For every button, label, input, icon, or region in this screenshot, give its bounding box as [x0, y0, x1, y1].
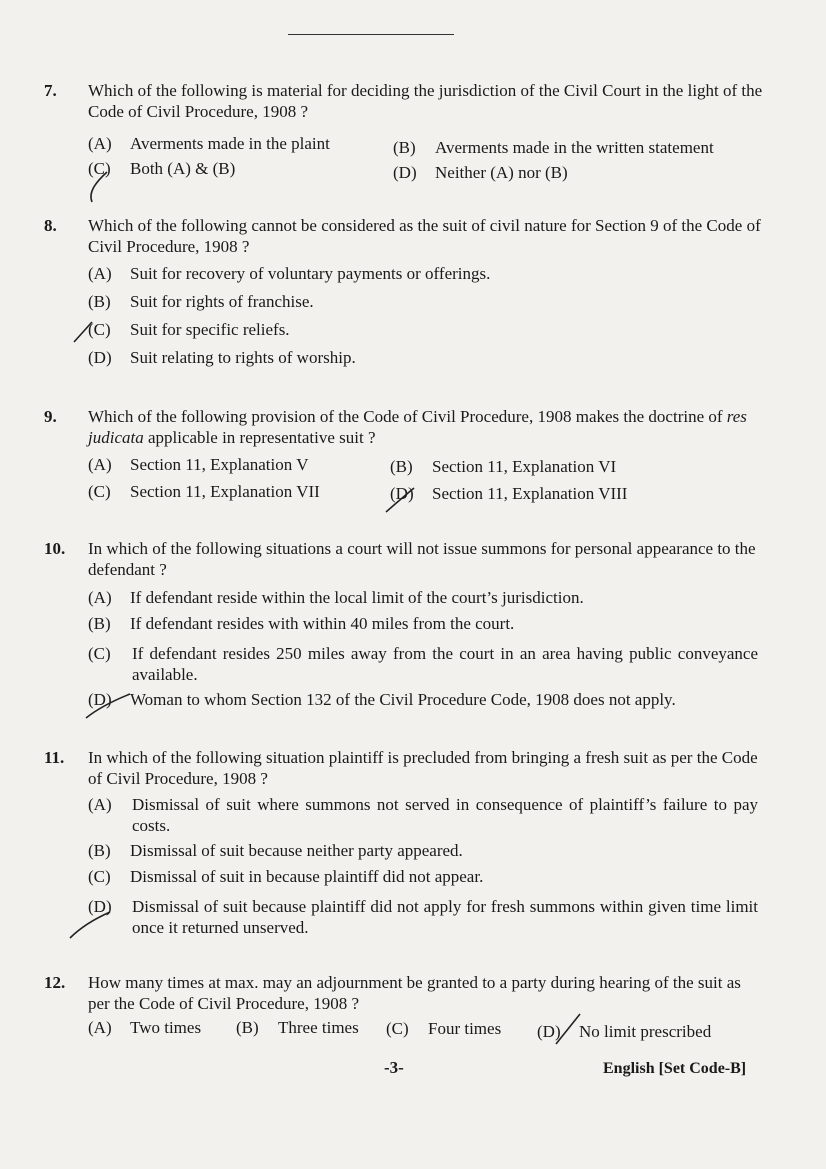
option-a: (A) Section 11, Explanation V: [88, 455, 309, 474]
res-judicata-italic: res judicata: [88, 407, 747, 447]
option-c: (C) Dismissal of suit in because plaintiff did not appear.: [88, 867, 484, 886]
option-d: (D) Suit relating to rights of worship.: [88, 348, 356, 367]
question-number: 7.: [44, 81, 57, 100]
option-a: (A) Dismissal of suit where summons not served in consequence of plaintiff’s failure to pay costs.: [88, 795, 758, 835]
option-d: (D) Neither (A) nor (B): [393, 163, 568, 182]
option-b: (B) Suit for rights of franchise.: [88, 292, 314, 311]
option-b: (B) If defendant resides with within 40 miles from the court.: [88, 614, 515, 633]
question-number: 8.: [44, 216, 57, 235]
question-number: 12.: [44, 973, 66, 992]
question-text: Which of the following is material for deciding the jurisdiction of the Civil Court in the light of the Code of Civil Procedure, 1908 ?: [88, 81, 763, 121]
option-c: (C) If defendant resides 250 miles away from the court in an area having public conveyance available.: [88, 644, 758, 684]
option-a: (A) Averments made in the plaint: [88, 134, 330, 153]
question-number: 11.: [44, 748, 65, 767]
option-d: (D) No limit prescribed: [537, 1022, 712, 1041]
question-text: How many times at max. may an adjournment be granted to a party during hearing of the suit as per the Code of Civil Procedure, 1908 ?: [88, 973, 741, 1013]
option-d: (D) Woman to whom Section 132 of the Civil Procedure Code, 1908 does not apply.: [88, 690, 676, 709]
question-number: 9.: [44, 407, 57, 426]
question-text: In which of the following situation plaintiff is precluded from bringing a fresh suit as per the Code of Civil Procedure, 1908 ?: [88, 748, 758, 788]
option-d: (D) Section 11, Explanation VIII: [390, 484, 628, 503]
option-a: (A) Suit for recovery of voluntary payments or offerings.: [88, 264, 491, 283]
option-c: (C) Four times: [386, 1019, 502, 1038]
set-code: English [Set Code-B]: [603, 1060, 747, 1077]
option-b: (B) Three times: [236, 1018, 359, 1037]
option-b: (B) Averments made in the written statement: [393, 138, 714, 157]
option-b: (B) Dismissal of suit because neither party appeared.: [88, 841, 463, 860]
top-rule: [288, 34, 454, 35]
option-c: (C) Both (A) & (B): [88, 159, 236, 178]
option-d: (D) Dismissal of suit because plaintiff did not apply for fresh summons within given time limit once it returned unserved.: [88, 897, 758, 937]
option-c: (C) Suit for specific reliefs.: [88, 320, 290, 339]
page-number: -3-: [384, 1058, 404, 1077]
option-c: (C) Section 11, Explanation VII: [88, 482, 320, 501]
question-text: Which of the following provision of the Code of Civil Procedure, 1908 makes the doctrine of res judicata applicable in representative suit ?: [88, 407, 747, 447]
question-text: Which of the following cannot be considered as the suit of civil nature for Section 9 of the Code of Civil Procedure, 1908 ?: [88, 216, 761, 256]
option-b: (B) Section 11, Explanation VI: [390, 457, 617, 476]
option-a: (A) Two times: [88, 1018, 202, 1037]
option-a: (A) If defendant reside within the local limit of the court’s jurisdiction.: [88, 588, 584, 607]
question-text: In which of the following situations a court will not issue summons for personal appearance to the defendant ?: [88, 539, 756, 579]
question-number: 10.: [44, 539, 66, 558]
